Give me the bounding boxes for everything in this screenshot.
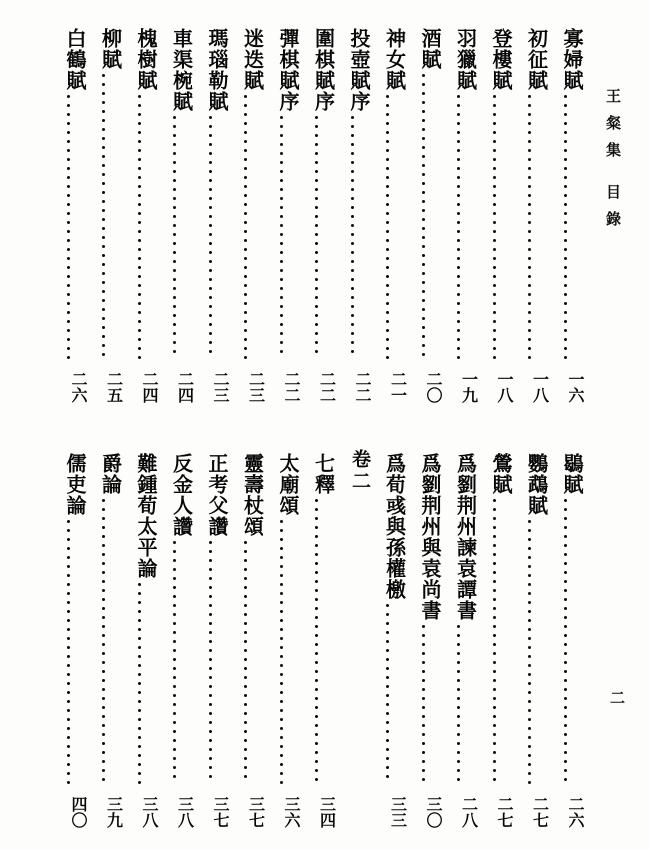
toc-entry[interactable] <box>87 425 124 850</box>
toc-entry[interactable] <box>300 425 337 850</box>
dot-leader <box>300 499 334 790</box>
toc-entry[interactable] <box>264 0 301 425</box>
dot-leader <box>87 499 121 790</box>
toc-entry-page-number: 二八 <box>459 796 479 828</box>
toc-entry[interactable] <box>442 0 479 425</box>
toc-entry-title: 靈壽杖頌 <box>240 453 265 537</box>
dot-leader <box>264 116 298 365</box>
toc-entry-title: 迷迭賦 <box>240 28 265 91</box>
dot-leader <box>122 583 156 790</box>
toc-entry-page-number: 二四 <box>175 371 195 403</box>
toc-entry[interactable] <box>371 425 408 850</box>
toc-entry-page-number: 二三 <box>246 371 266 403</box>
dot-leader <box>548 499 582 790</box>
toc-entry-page-number: 三三 <box>388 796 408 828</box>
dot-leader <box>442 95 476 365</box>
toc-entry-title: 柳賦 <box>98 28 123 70</box>
toc-entry-page-number: 二四 <box>140 371 159 403</box>
dot-leader <box>513 520 547 790</box>
toc-entry-title: 神女賦 <box>382 28 407 91</box>
toc-entry[interactable] <box>477 0 514 425</box>
dot-leader <box>193 541 227 790</box>
toc-block-lower <box>0 425 650 850</box>
dot-leader <box>477 95 511 365</box>
toc-entry-title: 初征賦 <box>524 28 549 91</box>
dot-leader <box>229 95 263 365</box>
toc-entry-title: 正考父讚 <box>205 453 229 537</box>
toc-entry[interactable] <box>371 0 408 425</box>
toc-entry-page-number: 四〇 <box>69 796 88 828</box>
dot-leader <box>193 116 227 365</box>
toc-entry-page-number: 三六 <box>282 796 301 828</box>
toc-entry-page-number: 二二 <box>353 371 372 403</box>
toc-entry-page-number: 一六 <box>566 371 585 403</box>
toc-entry-title: 寡婦賦 <box>560 28 584 91</box>
dot-leader <box>51 95 85 365</box>
toc-entry-title: 爲劉荆州諫袁譚書 <box>453 453 478 621</box>
toc-entry[interactable] <box>193 425 230 850</box>
toc-entry[interactable] <box>548 425 585 850</box>
toc-entry-title: 白鶴賦 <box>63 28 87 91</box>
dot-leader <box>406 74 440 365</box>
toc-entry[interactable] <box>122 425 159 850</box>
toc-entry-title: 鸚鵡賦 <box>524 453 549 516</box>
toc-entry-title: 彈棋賦序 <box>276 28 300 112</box>
toc-entry-title: 瑪瑙勒賦 <box>205 28 229 112</box>
dot-leader <box>158 541 192 790</box>
toc-entry-title: 酒賦 <box>418 28 442 70</box>
toc-entry-page-number: 二一 <box>388 371 408 403</box>
dot-leader <box>548 95 582 365</box>
dot-leader <box>87 74 121 365</box>
toc-entry[interactable] <box>158 0 195 425</box>
toc-entry-page-number: 二二 <box>282 371 301 403</box>
toc-entry[interactable] <box>513 0 550 425</box>
toc-entry-title: 槐樹賦 <box>134 28 158 91</box>
toc-entry[interactable] <box>406 0 443 425</box>
dot-leader <box>264 520 298 790</box>
dot-leader <box>406 625 440 790</box>
dot-leader <box>371 604 405 790</box>
toc-entry[interactable] <box>122 0 159 425</box>
dot-leader <box>335 116 369 365</box>
toc-entry-title: 鶯賦 <box>489 453 513 495</box>
toc-entry-page-number: 一八 <box>530 371 550 403</box>
toc-entry-page-number: 三九 <box>104 796 124 828</box>
toc-entry-page-number: 三〇 <box>424 796 443 828</box>
toc-entry-title: 反金人讚 <box>169 453 194 537</box>
toc-entry-page-number: 二二 <box>317 371 337 403</box>
dot-leader <box>122 95 156 365</box>
dot-leader <box>229 541 263 790</box>
toc-entry[interactable] <box>548 0 585 425</box>
toc-entry-title: 爲劉荆州與袁尚書 <box>418 453 442 621</box>
toc-entry[interactable] <box>442 425 479 850</box>
toc-entry-page-number: 二三 <box>211 371 230 403</box>
toc-entry-page-number: 三七 <box>246 796 266 828</box>
dot-leader <box>158 116 192 365</box>
toc-entry[interactable] <box>51 0 88 425</box>
toc-entry-title: 卷二 <box>349 449 371 493</box>
toc-entry-page-number: 三七 <box>211 796 230 828</box>
toc-entry-title: 七釋 <box>311 453 336 495</box>
toc-entry[interactable] <box>300 0 337 425</box>
toc-entry-page-number: 二七 <box>530 796 550 828</box>
toc-entry-title: 羽獵賦 <box>453 28 478 91</box>
toc-entry[interactable] <box>513 425 550 850</box>
toc-entry-title: 投壺賦序 <box>347 28 371 112</box>
folio-number: 二 <box>608 690 626 705</box>
toc-entry-title: 鶡賦 <box>560 453 584 495</box>
toc-entry-title: 太廟頌 <box>276 453 300 516</box>
toc-entry-page-number: 三八 <box>175 796 195 828</box>
toc-entry-title: 儒吏論 <box>63 453 87 516</box>
toc-entry[interactable] <box>264 425 301 850</box>
toc-entry[interactable] <box>229 425 266 850</box>
toc-entry-title: 難鍾荀太平論 <box>134 453 158 579</box>
toc-entry-title: 爵論 <box>98 453 123 495</box>
toc-entry[interactable] <box>335 425 369 850</box>
dot-leader <box>477 499 511 790</box>
toc-entry-page-number: 三八 <box>140 796 159 828</box>
section-label: 目錄 <box>604 184 622 238</box>
toc-entry-title: 車渠椀賦 <box>169 28 194 112</box>
toc-entry-title: 爲荀彧與孫權檄 <box>382 453 407 600</box>
dot-leader <box>300 116 334 365</box>
toc-entry-page-number: 三四 <box>317 796 337 828</box>
book-title: 王粲集 <box>604 88 622 169</box>
toc-entry-page-number: 一八 <box>495 371 514 403</box>
toc-entry-page-number: 二六 <box>566 796 585 828</box>
toc-entry[interactable] <box>335 0 372 425</box>
toc-entry-page-number: 二五 <box>104 371 124 403</box>
toc-entry-page-number: 二七 <box>495 796 514 828</box>
toc-entry[interactable] <box>87 0 124 425</box>
toc-entry-page-number: 二六 <box>69 371 88 403</box>
toc-entry-title: 登樓賦 <box>489 28 513 91</box>
toc-entry[interactable] <box>51 425 88 850</box>
toc-entry-title: 圍棋賦序 <box>311 28 336 112</box>
toc-entry[interactable] <box>229 0 266 425</box>
toc-entry[interactable] <box>193 0 230 425</box>
toc-entry[interactable] <box>158 425 195 850</box>
dot-leader <box>513 95 547 365</box>
dot-leader <box>371 95 405 365</box>
toc-entry-page-number: 二〇 <box>424 371 443 403</box>
toc-entry[interactable] <box>406 425 443 850</box>
toc-entry[interactable] <box>477 425 514 850</box>
dot-leader <box>442 625 476 790</box>
toc-entry-page-number: 一九 <box>459 371 479 403</box>
dot-leader <box>51 520 85 790</box>
